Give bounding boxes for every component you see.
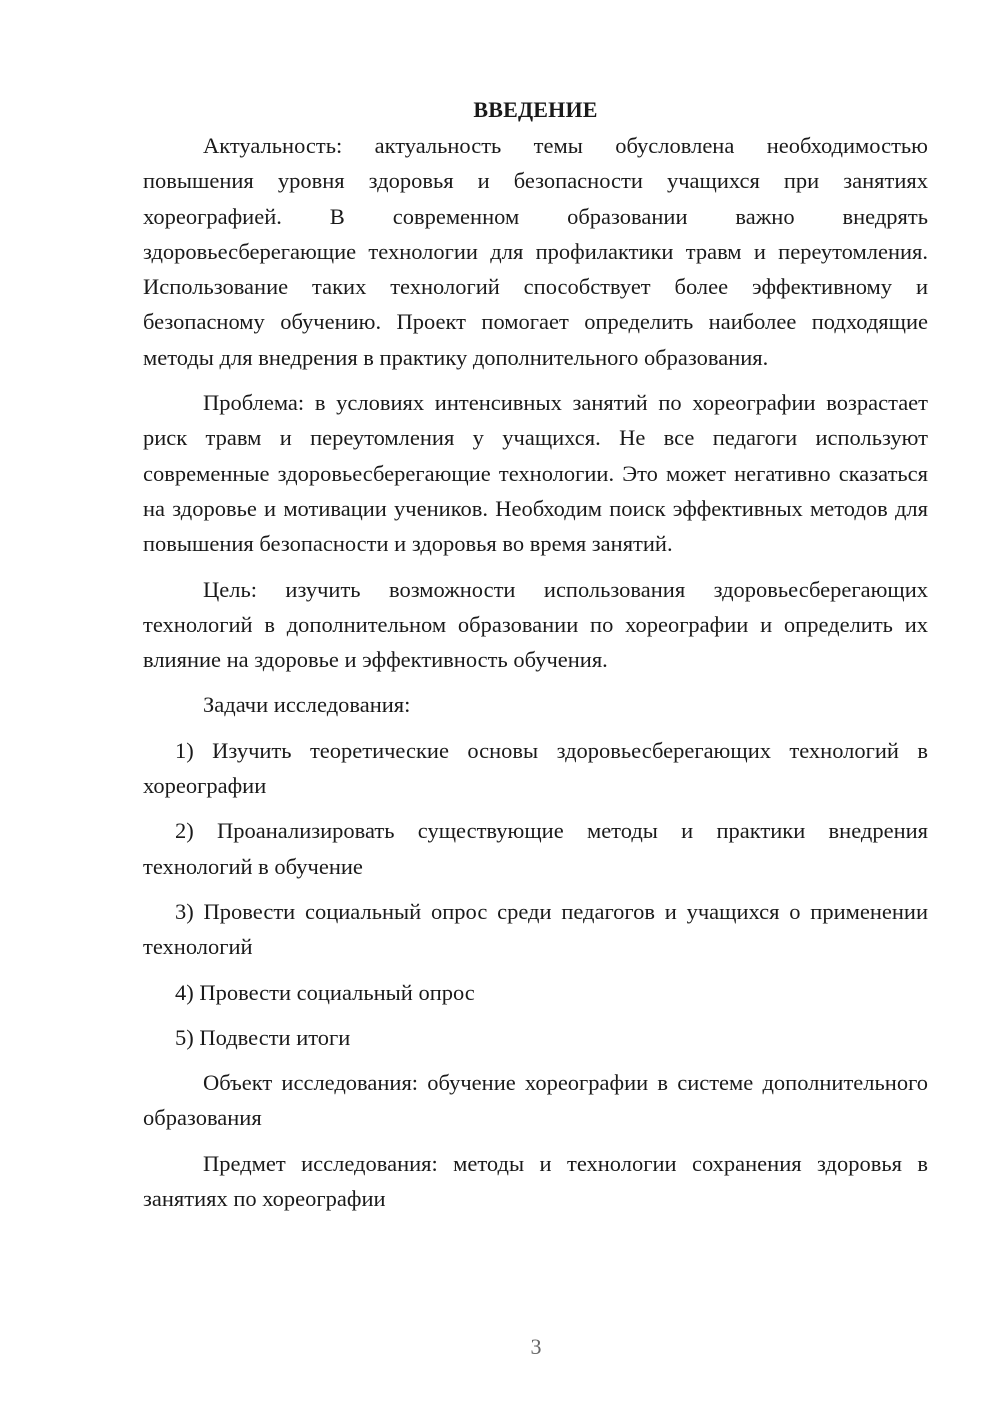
goal-paragraph: Цель: изучить возможности использования здоровьесберегающих технологий в дополнительном образовании по хореографии и определить их влияние на здоровье и эффективность обучения. <box>143 576 928 673</box>
problem-paragraph: Проблема: в условиях интенсивных занятий по хореографии возрастает риск травм и переутомления у учащихся. Не все педагоги используют современные здоровьесберегающие технологии. Это может негативно сказаться на здоровье и мотивации учеников. Необходим поиск эффективных методов для повышения безопасности и здоровья во время занятий. <box>143 390 928 557</box>
page-content <box>143 92 928 1226</box>
task-item-5: 5) Подвести итоги <box>175 1024 351 1050</box>
subject-paragraph: Предмет исследования: методы и технологии сохранения здоровья в занятиях по хореографии <box>143 1150 928 1212</box>
relevance-paragraph: Актуальность: актуальность темы обусловлена необходимостью повышения уровня здоровья и безопасности учащихся при занятиях хореографией. В современном образовании важно внедрять здоровьесберегающие технологии для профилактики травм и переутомления. Использование таких технологий способствует более эффективному и безопасному обучению. Проект помогает определить наиболее подходящие методы для внедрения в практику дополнительного образования. <box>143 133 928 370</box>
page-number: 3 <box>530 1334 542 1359</box>
task-item-3: 3) Провести социальный опрос среди педагогов и учащихся о применении технологий <box>143 898 928 960</box>
object-paragraph: Объект исследования: обучение хореографии в системе дополнительного образования <box>143 1070 928 1131</box>
task-item-1: 1) Изучить теоретические основы здоровьесберегающих технологий в хореографии <box>143 737 928 799</box>
task-item-2: 2) Проанализировать существующие методы и практики внедрения технологий в обучение <box>143 818 928 879</box>
section-title: ВВЕДЕНИЕ <box>473 97 598 122</box>
tasks-heading: Задачи исследования: <box>203 692 411 718</box>
task-item-4: 4) Провести социальный опрос <box>175 979 475 1005</box>
